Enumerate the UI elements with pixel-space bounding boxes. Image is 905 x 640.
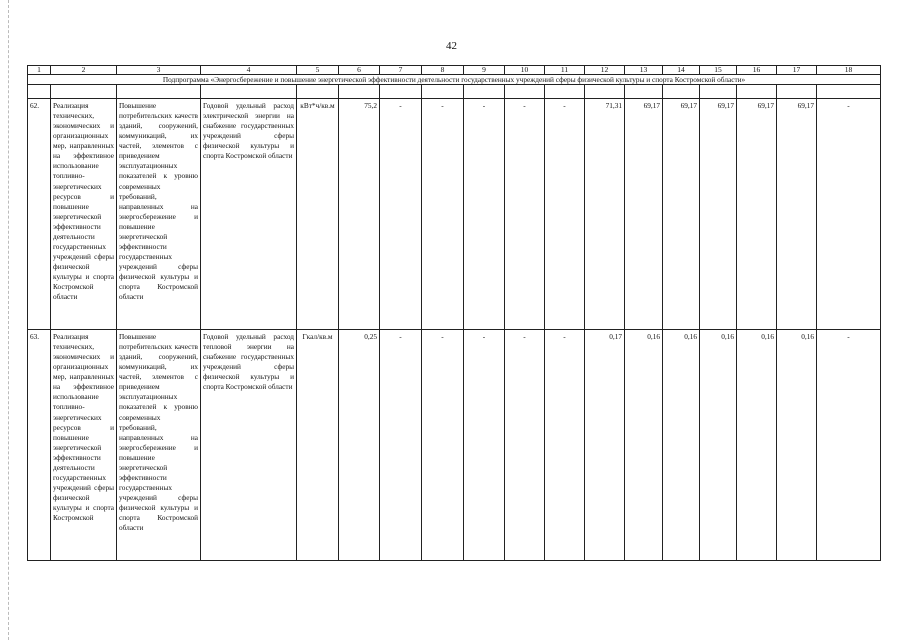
col-header: 17: [777, 66, 817, 75]
col-header: 9: [464, 66, 505, 75]
value-col18: -: [817, 330, 881, 561]
value-col7: -: [380, 330, 422, 561]
row-number: 63.: [28, 330, 51, 561]
indicator-name: Годовой удельный расход тепловой энергии на снабжение государственных учреждений сферы физической культуры и спорта Костромской области: [201, 330, 297, 561]
row-number: 62.: [28, 99, 51, 330]
value-col16: 0,16: [737, 330, 777, 561]
col-header: 16: [737, 66, 777, 75]
subprogram-title: Подпрограмма «Энергосбережение и повышение энергетической эффективности деятельности государственных учреждений сферы физической культуры и спорта Костромской области»: [28, 75, 881, 85]
col-header: 13: [625, 66, 663, 75]
value-col13: 0,16: [625, 330, 663, 561]
col-header: 18: [817, 66, 881, 75]
col-header: 5: [297, 66, 339, 75]
page-number: 42: [446, 40, 457, 52]
col-header: 6: [339, 66, 380, 75]
col-header: 7: [380, 66, 422, 75]
col-header: 12: [585, 66, 625, 75]
value-col14: 0,16: [663, 330, 700, 561]
value-col6: 75,2: [339, 99, 380, 330]
value-col7: -: [380, 99, 422, 330]
value-col14: 69,17: [663, 99, 700, 330]
expected-result: Повышение потребительских качеств зданий, сооружений, коммуникаций, их частей, элементов с приведением эксплуатационных показателей к уровню современных требований, направленных на энергосбережение и повышение энергетической эффективности государственных учреждений сферы физической культуры и спорта Костромской области: [117, 99, 201, 330]
value-col9: -: [464, 99, 505, 330]
col-header: 11: [545, 66, 585, 75]
column-number-row: [28, 66, 881, 75]
unit: кВт*ч/кв.м: [297, 99, 339, 330]
col-header: 15: [700, 66, 737, 75]
value-col12: 71,31: [585, 99, 625, 330]
value-col15: 69,17: [700, 99, 737, 330]
value-col11: -: [545, 99, 585, 330]
value-col15: 0,16: [700, 330, 737, 561]
unit: Гкал/кв.м: [297, 330, 339, 561]
value-col8: -: [422, 99, 464, 330]
col-header: 1: [28, 66, 51, 75]
col-header: 8: [422, 66, 464, 75]
measure-name: Реализация технических, экономических и организационных мер, направленных на эффективное использование топливно-энергетических ресурсов и повышение энергетической эффективности деятельности государственных учреждений сферы физической культуры и спорта Костромской области: [51, 99, 117, 330]
col-header: 4: [201, 66, 297, 75]
col-header: 10: [505, 66, 545, 75]
value-col17: 69,17: [777, 99, 817, 330]
spacer-row: [28, 85, 881, 99]
value-col8: -: [422, 330, 464, 561]
program-table: [27, 65, 881, 561]
binding-margin-line: [8, 0, 9, 640]
value-col6: 0,25: [339, 330, 380, 561]
value-col16: 69,17: [737, 99, 777, 330]
value-col11: -: [545, 330, 585, 561]
col-header: 2: [51, 66, 117, 75]
expected-result: Повышение потребительских качеств зданий, сооружений, коммуникаций, их частей, элементов с приведением эксплуатационных показателей к уровню современных требований, направленных на энергосбережение и повышение энергетической эффективности государственных учреждений сферы физической культуры и спорта Костромской области: [117, 330, 201, 561]
value-col9: -: [464, 330, 505, 561]
measure-name: Реализация технических, экономических и организационных мер, направленных на эффективное использование топливно-энергетических ресурсов и повышение энергетической эффективности деятельности государственных учреждений сферы физической культуры и спорта Костромской: [51, 330, 117, 561]
table-row: [28, 330, 881, 561]
subprogram-row: [28, 75, 881, 85]
value-col10: -: [505, 99, 545, 330]
col-header: 3: [117, 66, 201, 75]
value-col18: -: [817, 99, 881, 330]
value-col12: 0,17: [585, 330, 625, 561]
value-col10: -: [505, 330, 545, 561]
value-col13: 69,17: [625, 99, 663, 330]
col-header: 14: [663, 66, 700, 75]
indicator-name: Годовой удельный расход электрической энергии на снабжение государственных учреждений сферы физической культуры и спорта Костромской области: [201, 99, 297, 330]
value-col17: 0,16: [777, 330, 817, 561]
table-row: [28, 99, 881, 330]
